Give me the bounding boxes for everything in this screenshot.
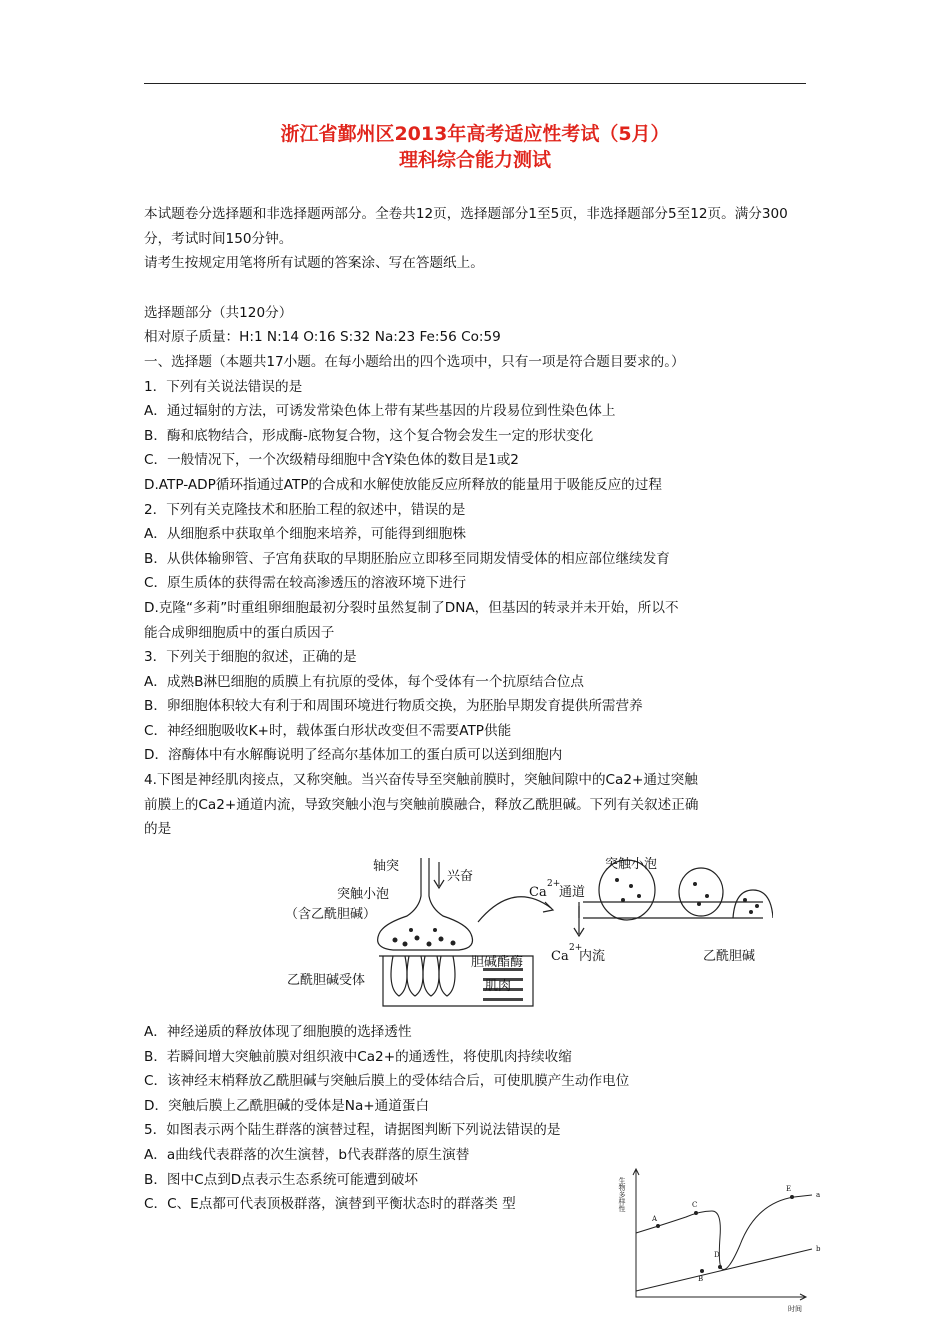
label-excite: 兴奋 — [447, 869, 474, 884]
q1-stem: 1．下列有关说法错误的是 — [144, 378, 303, 395]
q1-option-c: C．一般情况下，一个次级精母细胞中含Y染色体的数目是1或2 — [144, 452, 519, 469]
label-axon: 轴突 — [373, 859, 400, 874]
exam-subtitle: 理科综合能力测试 — [398, 149, 551, 171]
part-title: 一、选择题（本题共17小题。在每小题给出的四个选项中，只有一项是符合题目要求的。） — [144, 353, 685, 370]
q3-stem: 3．下列关于细胞的叙述，正确的是 — [144, 649, 357, 666]
q1-option-b: B．酶和底物结合，形成酶-底物复合物，这个复合物会发生一定的形状变化 — [144, 427, 594, 444]
q3-option-d: D．溶酶体中有水解酶说明了经高尔基体加工的蛋白质可以送到细胞内 — [144, 747, 563, 764]
label-ca-channel: 通道 — [559, 885, 586, 900]
q2-option-d-line1: D.克隆“多莉”时重组卵细胞最初分裂时虽然复制了DNA，但基因的转录并未开始，所以不 — [144, 599, 679, 616]
q1-option-a: A．通过辐射的方法，可诱发常染色体上带有某些基因的片段易位到性染色体上 — [144, 403, 616, 420]
q4-stem-line2: 前膜上的Ca2+通道内流，导致突触小泡与突触前膜融合，释放乙酰胆碱。下列有关叙述正确 — [144, 796, 699, 813]
graph-ylabel: 生物多样性 — [618, 1177, 626, 1212]
q4-option-a: A．神经递质的释放体现了细胞膜的选择透性 — [144, 1024, 412, 1040]
document-body — [144, 202, 812, 842]
graph-point-e: E — [786, 1185, 792, 1193]
q2-option-c: C．原生质体的获得需在较高渗透压的溶液环境下进行 — [144, 575, 467, 592]
graph-xlabel: 时间 — [788, 1305, 802, 1313]
q5-stem: 5．如图表示两个陆生群落的演替过程，请据图判断下列说法错误的是 — [144, 1122, 561, 1139]
label-ach: 乙酰胆碱 — [703, 949, 756, 964]
section-heading: 选择题部分（共120分） — [144, 304, 293, 321]
label-ach-receptor: 乙酰胆碱受体 — [287, 973, 366, 988]
q3-option-b: B．卵细胞体积较大有利于和周围环境进行物质交换，为胚胎早期发育提供所需营养 — [144, 698, 643, 715]
q4-option-c: C．该神经末梢释放乙酰胆碱与突触后膜上的受体结合后，可使肌膜产生动作电位 — [144, 1073, 630, 1090]
graph-curve-b: b — [816, 1245, 821, 1253]
q4-option-b: B．若瞬间增大突触前膜对组织液中Ca2+的通透性，将使肌肉持续收缩 — [144, 1048, 572, 1065]
label-muscle: 肌肉 — [485, 979, 512, 994]
exam-title: 浙江省鄞州区2013年高考适应性考试（5月） — [280, 123, 670, 145]
label-contains-ach: （含乙酰胆碱） — [285, 907, 377, 922]
label-ca-sup-2: 2+ — [569, 943, 583, 953]
label-ach-enzyme: 胆碱酯酶 — [471, 955, 524, 970]
q3-option-c: C．神经细胞吸收K+时，载体蛋白形状改变但不需要ATP供能 — [144, 722, 512, 739]
graph-point-c: C — [692, 1201, 698, 1209]
label-ca-sup-1: 2+ — [547, 879, 561, 889]
label-ca-influx: 内流 — [579, 949, 606, 964]
intro-paragraph: 本试题卷分选择题和非选择题两部分。全卷共12页，选择题部分1至5页，非选择题部分5至12页。满分300分，考试时间150分钟。 — [144, 206, 788, 247]
atomic-masses: 相对原子质量：H:1 N:14 O:16 S:32 Na:23 Fe:56 Co:59 — [144, 329, 501, 346]
q5-option-a: A．a曲线代表群落的次生演替，b代表群落的原生演替 — [144, 1146, 470, 1163]
graph-point-b: B — [698, 1275, 704, 1283]
q2-option-d-line2: 能合成卵细胞质中的蛋白质因子 — [144, 624, 335, 641]
q2-option-a: A．从细胞系中获取单个细胞来培养，可能得到细胞株 — [144, 526, 466, 543]
q5-option-c: C．C、E点都可代表顶极群落，演替到平衡状态时的群落类 型 — [144, 1196, 516, 1213]
q1-option-d: D.ATP-ADP循环指通过ATP的合成和水解使放能反应所释放的能量用于吸能反应的过程 — [144, 476, 662, 493]
q2-stem: 2．下列有关克隆技术和胚胎工程的叙述中，错误的是 — [144, 501, 466, 518]
label-vesicle: 突触小泡 — [337, 887, 390, 902]
label-vesicle-2: 突触小泡 — [605, 857, 658, 872]
synapse-figure — [283, 856, 773, 1014]
succession-graph — [616, 1165, 836, 1315]
q3-option-a: A．成熟B淋巴细胞的质膜上有抗原的受体，每个受体有一个抗原结合位点 — [144, 673, 585, 690]
label-ca-prefix-2: Ca — [551, 949, 569, 964]
intro-instruction: 请考生按规定用笔将所有试题的答案涂、写在答题纸上。 — [144, 255, 484, 272]
header-rule — [144, 83, 806, 84]
q4-stem-line3: 的是 — [144, 821, 172, 838]
q5-option-b: B．图中C点到D点表示生态系统可能遭到破坏 — [144, 1171, 418, 1188]
q4-stem-line1: 4.下图是神经肌肉接点，又称突触。当兴奋传导至突触前膜时，突触间隙中的Ca2+通过突触 — [144, 772, 698, 789]
label-ca-prefix-1: Ca — [529, 885, 547, 900]
q2-option-b: B．从供体输卵管、子宫角获取的早期胚胎应立即移至同期发情受体的相应部位继续发育 — [144, 550, 670, 567]
graph-point-d: D — [714, 1251, 720, 1259]
graph-point-a: A — [652, 1215, 658, 1223]
q4-option-d: D．突触后膜上乙酰胆碱的受体是Na+通道蛋白 — [144, 1097, 430, 1114]
graph-curve-a: a — [816, 1191, 821, 1199]
